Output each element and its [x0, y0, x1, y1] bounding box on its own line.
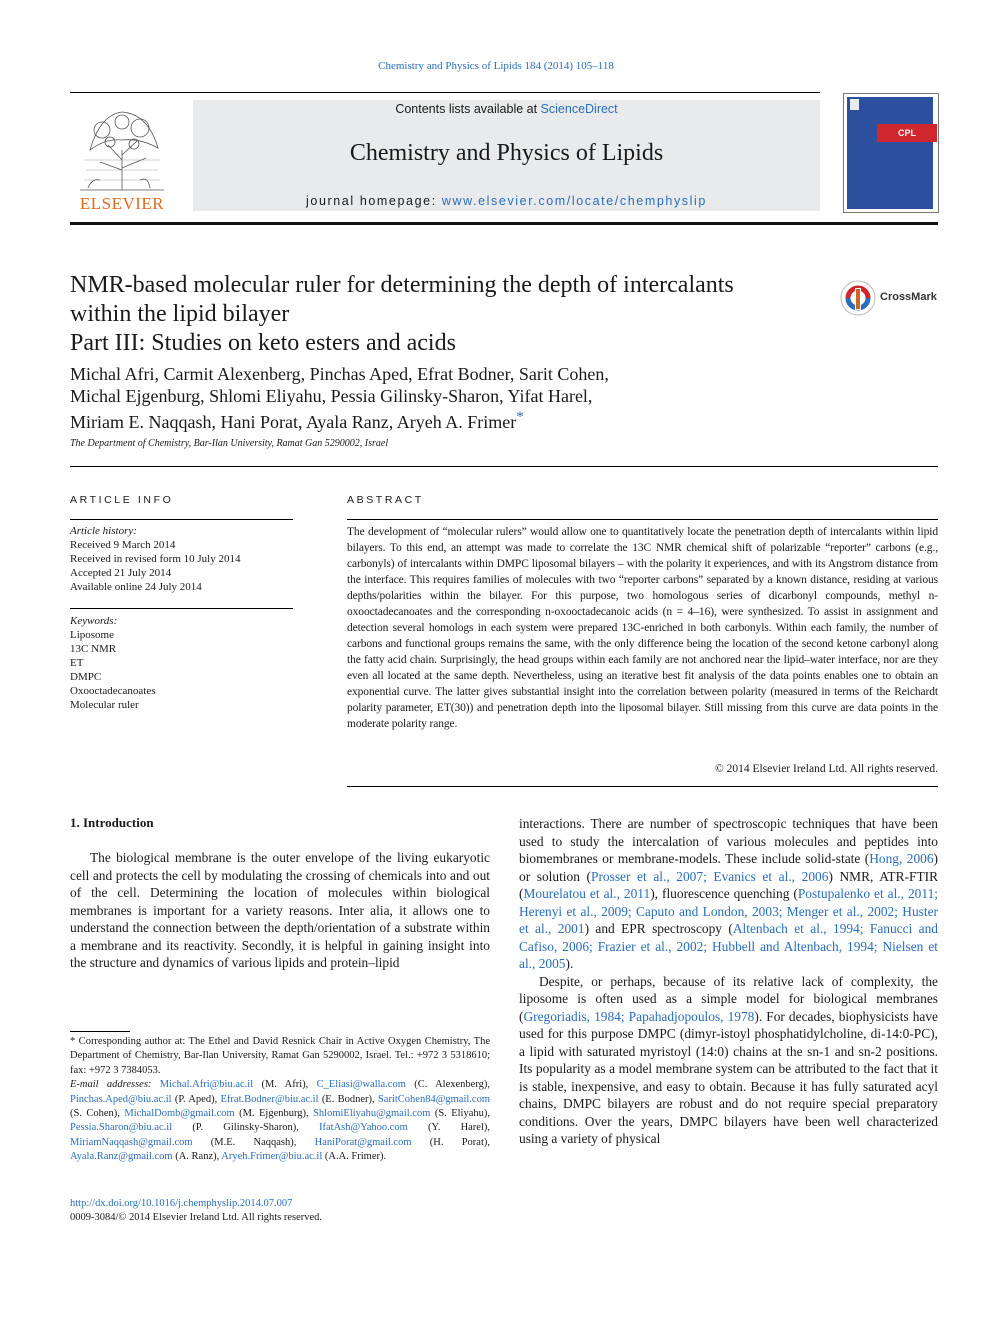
history-item: Received 9 March 2014 — [70, 539, 176, 551]
history-label: Article history: — [70, 525, 137, 537]
article-info-heading: ARTICLE INFO — [70, 494, 174, 506]
text: ), fluorescence quenching ( — [650, 886, 798, 901]
header-bottom-rule — [70, 222, 938, 225]
cover-logo — [850, 99, 859, 110]
intro-paragraph — [70, 849, 490, 972]
affiliation: The Department of Chemistry, Bar-Ilan University, Ramat Gan 5290002, Israel — [70, 438, 389, 449]
section-heading: 1. Introduction — [70, 815, 154, 830]
title-line: NMR-based molecular ruler for determining the depth of intercalants — [70, 272, 734, 298]
history-item: Available online 24 July 2014 — [70, 581, 202, 593]
keywords-label: Keywords: — [70, 615, 118, 627]
email-owner: (C. Alexenberg), — [414, 1079, 491, 1091]
elsevier-wordmark: ELSEVIER — [79, 194, 165, 213]
email-link[interactable]: ShlomiEliyahu@gmail.com — [313, 1108, 431, 1120]
email-owner: (M. Ejgenburg), — [239, 1108, 309, 1120]
email-link[interactable]: MichalDomb@gmail.com — [124, 1108, 235, 1120]
keyword: Liposome — [70, 629, 114, 641]
keyword: DMPC — [70, 671, 102, 683]
email-owner: (P. Gilinsky-Sharon), — [192, 1122, 299, 1134]
author-list — [70, 364, 730, 434]
doi-link[interactable]: http://dx.doi.org/10.1016/j.chemphyslip.2014.07.007 — [70, 1198, 293, 1209]
text: ) or solution ( — [519, 851, 939, 884]
abstract-text: The development of “molecular rulers” would allow one to quantitatively locate the penetration depth of intercalants within lipid bilayers. To this end, an attempt was made to correlate the 13C NMR chemical shift of polarizable “reporter” carbons (e.g., carbonyls) of intercalants within DMPC liposomal bilayers – with the polarity it experiences, and with its Angstrom distance from the interface. This requires families of molecules with two “reporter carbons” separated by a known distance, residing at various depths/polarities within the bilayer. For this purpose, two homologous series of dicarbonyl compounds, methyl n-oxooctadecanoates and the corresponding n-oxooctadecanoic acids (n = 4–16), were synthesized. To assist in assignment and detection several homologs in each system were prepared 13C-enriched in both carbonyls. Within each family, the number of carbons and functional groups remains the same, with the only difference being the location of the second ketone carbonyl along the fatty acid chain. Surprisingly, the head groups within each family are not anchored near the lipid–water interface, nor are they even all located at the same depth. Nevertheless, using an iterative best fit analysis of the data points enables one to obtain an exponential curve. The latter gives substantial insight into the correlation between polarity (measured in terms of the Reichardt polarity parameter, ET(30)) and penetration depth into the liposomal bilayer. Still missing from this curve are data points in the moderate polarity range. — [347, 526, 938, 730]
abstract-copyright: © 2014 Elsevier Ireland Ltd. All rights reserved. — [714, 763, 938, 775]
text: ). For decades, biophysicists have used for this purpose DMPC (dimyr-istoyl phosphatidylcholine, di-14:0-PC), a lipid with saturated myristoyl (14:0) chains at the sn-1 and sn-2 positions. Its popularity as a model membrane system can be attributed to the fact that it is stable, inexpensive, and easy to obtain. Because it has fully saturated acyl chains, DMPC bilayers are robust and do not require special preparatory conditions. Over the years, DMPC bilayers have been well characterized using a variety of physical — [519, 1008, 939, 1146]
email-link[interactable]: MiriamNaqqash@gmail.com — [70, 1136, 193, 1148]
header-top-rule — [70, 92, 820, 93]
keyword: ET — [70, 657, 84, 669]
email-owner: (S. Eliyahu), — [434, 1108, 491, 1120]
reference-link[interactable]: Postupalenko et al., 2011; Herenyi et al., 2009; Caputo and London, 2003; Menger et al., 2002; Huster et al., 2001 — [519, 886, 938, 936]
email-link[interactable]: Pinchas.Aped@biu.ac.il — [70, 1093, 172, 1105]
footnote — [70, 1035, 490, 1165]
email-owner: (A. Ranz), — [175, 1151, 220, 1163]
article-info-rule — [70, 608, 293, 609]
email-link[interactable]: Ayala.Ranz@gmail.com — [70, 1151, 173, 1163]
text: interactions. There are number of spectroscopic techniques that have been used to study the intercalation of various molecules and peptides into biomembranes or membrane-models. These include solid-state ( — [519, 816, 938, 866]
email-owner: (M.E. Naqqash), — [210, 1136, 297, 1148]
reference-link[interactable]: Altenbach et al., 1994; Fanucci and Cafiso, 2006; Frazier et al., 2002; Hubbell and Altenbach, 1994; Nielsen et al., 2005 — [519, 921, 939, 971]
email-link[interactable]: SaritCohen84@gmail.com — [377, 1093, 490, 1105]
reference-link[interactable]: Gregoriadis, 1984; Papahadjopoulos, 1978 — [523, 1008, 755, 1024]
email-owner: (P. Aped), — [174, 1093, 218, 1105]
text: ) NMR, ATR-FTIR ( — [519, 868, 939, 901]
email-owner: (S. Cohen), — [70, 1108, 120, 1120]
title-line: within the lipid bilayer — [70, 301, 290, 327]
email-owner: (E. Bodner), — [321, 1093, 375, 1105]
keyword: Molecular ruler — [70, 699, 139, 711]
text: Despite, or perhaps, because of its relative lack of complexity, the liposome is often used as a simple model for biological membranes ( — [519, 973, 938, 1024]
abstract-rule — [347, 786, 938, 787]
reference-link[interactable]: Prosser et al., 2007; Evanics et al., 2006 — [591, 868, 829, 884]
email-owner: (M. Afri), — [261, 1079, 309, 1091]
keyword: 13C NMR — [70, 643, 117, 655]
authors-line: Miriam E. Naqqash, Hani Porat, Ayala Ranz, Aryeh A. Frimer — [70, 412, 517, 432]
email-label: E-mail addresses: — [70, 1079, 152, 1091]
paragraph — [519, 973, 938, 1148]
email-owner: (A.A. Frimer). — [324, 1151, 387, 1163]
email-owner: (H. Porat), — [429, 1136, 490, 1148]
homepage-link[interactable]: www.elsevier.com/locate/chemphyslip — [441, 194, 707, 208]
footnote-rule — [70, 1031, 130, 1032]
article-history — [70, 524, 293, 594]
journal-homepage-line — [193, 194, 820, 208]
paragraph-text: The biological membrane is the outer envelope of the living eukaryotic cell and protects the cell by modulating the crossing of chemicals into and out of the cell. Determining the location of molecules within biological membranes is important for a variety reasons. Inter alia, it allows one to understand the connection between the depth/orientation of a substrate within a membrane and its reactivity. Secondly, it is helpful in gaining insight into the structure and dynamics of various lipids and protein–lipid — [70, 850, 490, 970]
article-title — [70, 271, 830, 358]
sciencedirect-link[interactable]: ScienceDirect — [540, 102, 618, 116]
text: ). — [565, 956, 574, 971]
body-column-2 — [519, 815, 938, 1148]
reference-link[interactable]: Hong, 2006 — [869, 851, 934, 866]
email-link[interactable]: Efrat.Bodner@biu.ac.il — [220, 1093, 319, 1105]
journal-name: Chemistry and Physics of Lipids — [349, 140, 664, 166]
reference-link[interactable]: Mourelatou et al., 2011 — [523, 886, 651, 901]
keywords — [70, 614, 293, 712]
journal-citation[interactable]: Chemistry and Physics of Lipids 184 (2014) 105–118 — [378, 60, 614, 72]
email-link[interactable]: Aryeh.Frimer@biu.ac.il — [221, 1151, 323, 1163]
abstract-heading: ABSTRACT — [347, 494, 424, 506]
keyword: Oxooctadecanoates — [70, 685, 156, 697]
email-link[interactable]: HaniPorat@gmail.com — [314, 1136, 412, 1148]
corresponding-author-mark[interactable]: * — [516, 409, 524, 425]
email-link[interactable]: C_Eliasi@walla.com — [316, 1079, 406, 1091]
cover-background — [847, 97, 933, 209]
journal-cover-thumbnail — [843, 93, 939, 213]
title-line: Part III: Studies on keto esters and acids — [70, 330, 456, 356]
authors-line: Michal Afri, Carmit Alexenberg, Pinchas Aped, Efrat Bodner, Sarit Cohen, — [70, 364, 609, 384]
contents-line — [193, 102, 820, 116]
email-addresses — [70, 1078, 490, 1164]
issn-line: 0009-3084/© 2014 Elsevier Ireland Ltd. All rights reserved. — [70, 1212, 323, 1223]
history-item: Accepted 21 July 2014 — [70, 567, 172, 579]
article-info-rule — [70, 519, 293, 520]
abstract-rule — [347, 519, 938, 520]
section-rule — [70, 466, 938, 467]
authors-line: Michal Ejgenburg, Shlomi Eliyahu, Pessia Gilinsky-Sharon, Yifat Harel, — [70, 385, 593, 406]
homepage-prefix: journal homepage: — [306, 194, 442, 208]
email-link[interactable]: IfatAsh@Yahoo.com — [319, 1122, 408, 1134]
crossmark-label[interactable]: CrossMark — [880, 291, 937, 303]
authors-line-last — [70, 407, 730, 434]
email-owner: (Y. Harel), — [428, 1122, 491, 1134]
corresponding-author-note: * Corresponding author at: The Ethel and David Resnick Chair in Active Oxygen Chemistry, The Department of Chemistry, Bar-Ilan University, Ramat Gan 5290002, Israel. Tel.: +972 3 5318610; fax: +972 3 7384053. — [70, 1036, 490, 1076]
contents-prefix: Contents lists available at — [395, 102, 541, 116]
email-link[interactable]: Pessia.Sharon@biu.ac.il — [70, 1122, 173, 1134]
text: ) and EPR spectroscopy ( — [584, 921, 733, 936]
cover-label: CPL — [877, 124, 937, 142]
paragraph — [519, 815, 938, 973]
email-link[interactable]: Michal.Afri@biu.ac.il — [159, 1079, 254, 1091]
history-item: Received in revised form 10 July 2014 — [70, 553, 241, 565]
